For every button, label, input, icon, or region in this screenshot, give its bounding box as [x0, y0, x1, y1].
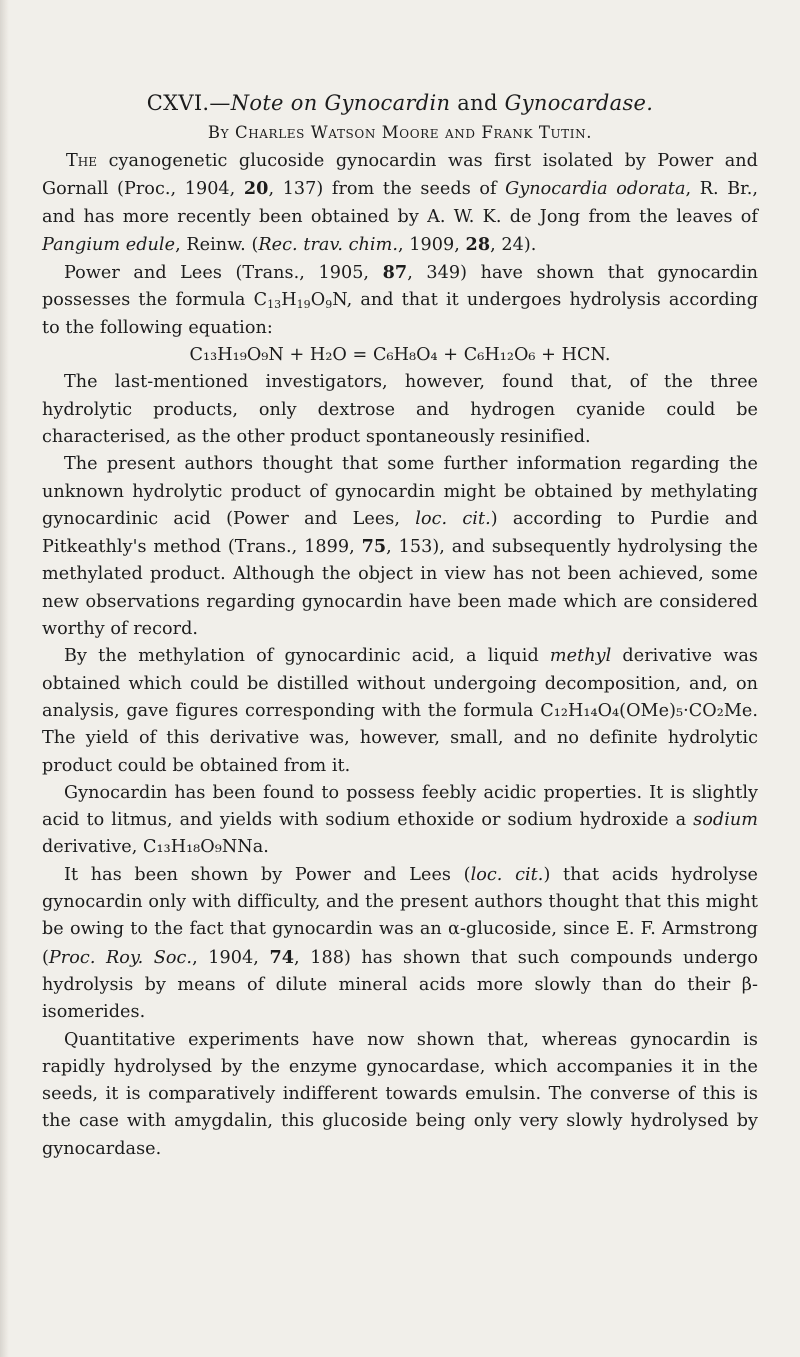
- emphasis: sodium: [693, 810, 758, 831]
- emphasis: methyl: [549, 646, 612, 667]
- text-run: derivative was obtained which could be distilled without undergoing decomposition, and, on analysis, gave figures corresponding with the formula C₁₂H₁₄O₄(OMe)₅·CO₂Me. The yield of this derivative was, however, small, and no definite hydrolytic product could be obtained from it.: [42, 646, 759, 776]
- citation-abbrev: loc. cit.: [470, 864, 544, 885]
- species-name: Gynocardia odorata: [505, 179, 686, 200]
- formula-subscript: 9: [325, 298, 333, 312]
- hydrolysis-equation: C₁₃H₁₉O₉N + H₂O = C₆H₈O₄ + C₆H₁₂O₆ + HCN.: [189, 345, 611, 366]
- paragraph-3: The last-mentioned investigators, however, found that, of the three hydrolytic products, only dextrose and hydrogen cyanide could be characterised, as the other product spontaneously resinified.: [42, 372, 758, 447]
- text-run: , R. Br., and has more recently been obtained by A. W. K. de Jong from the leaves of: [42, 179, 758, 227]
- text-run: , 1904,: [192, 947, 270, 968]
- text-run: , 137) from the seeds of: [268, 179, 506, 200]
- paragraph-2: [42, 259, 758, 342]
- text-run: , 24).: [490, 234, 537, 255]
- volume-number: 20: [243, 178, 269, 200]
- paragraph-8: Quantitative experiments have now shown that, whereas gynocardin is rapidly hydrolysed by the enzyme gynocardase, which accompanies it in the seeds, it is comparatively indifferent towards emulsin. The converse of this is the case with amygdalin, this glucoside being only very slowly hydrolysed by gynocardase.: [42, 1029, 758, 1159]
- text-run: ) according to Purdie and Pitkeathly's method (Trans., 1899,: [42, 508, 758, 558]
- text-run: N, and that it undergoes hydrolysis according to the following equation:: [42, 290, 759, 338]
- paragraph-4: [42, 451, 758, 643]
- text-run: derivative, C₁₃H₁₈O₉NNa.: [42, 837, 269, 858]
- text-run: , 1909,: [397, 234, 466, 255]
- formula-element: O: [310, 290, 326, 311]
- journal-name: Proc. Roy. Soc.: [48, 947, 193, 968]
- volume-number: 75: [361, 536, 387, 558]
- text-run: Power and Lees (Trans., 1905,: [64, 263, 383, 284]
- volume-number: 87: [382, 262, 408, 284]
- formula-element: H: [281, 290, 297, 311]
- text-run: It has been shown by Power and Lees (: [64, 864, 471, 885]
- formula-subscript: 13: [267, 298, 282, 312]
- text-run: By the methylation of gynocardinic acid, a liquid: [64, 646, 550, 667]
- journal-name: Rec. trav. chim.: [258, 234, 398, 255]
- volume-number: 28: [465, 233, 491, 255]
- text-run: cyanogenetic glucoside gynocardin was first isolated by Power and Gornall (Proc., 1904,: [42, 151, 758, 200]
- title-number: CXVI.—: [146, 91, 231, 115]
- article: [42, 88, 758, 1163]
- paragraph-5: [42, 643, 758, 779]
- formula-subscript: 19: [296, 298, 311, 312]
- title-part-1: Note on Gynocardin: [230, 91, 451, 115]
- text-run: ) that acids hydrolyse gynocardin only with difficulty, and the present authors thought that this might be owing to the fact that gynocardin was an α-glucoside, since E. F. Armstrong (: [42, 864, 758, 968]
- citation-abbrev: loc. cit.: [415, 508, 491, 529]
- title-part-2: Gynocardase.: [504, 91, 654, 115]
- volume-number: 74: [269, 946, 295, 968]
- text-run: Gynocardin has been found to possess feebly acidic properties. It is slightly acid to litmus, and yields with sodium ethoxide or sodium hydroxide a: [42, 782, 758, 831]
- text-run: , 349) have shown that gynocardin possesses the formula C: [42, 263, 758, 311]
- lead-word: The: [66, 151, 98, 171]
- text-run: , 188) has shown that such compounds undergo hydrolysis by means of dilute mineral acids more slowly than do their β-isomerides.: [42, 947, 758, 1023]
- text-run: , Reinw. (: [175, 234, 259, 255]
- text-run: , 153), and subsequently hydrolysing the methylated product. Although the object in view has not been achieved, some new observations regarding gynocardin have been made which are considered worthy of record.: [42, 537, 758, 640]
- article-title: [42, 88, 758, 118]
- paragraph-6: [42, 780, 758, 862]
- species-name: Pangium edule: [42, 234, 176, 255]
- byline: By Charles Watson Moore and Frank Tutin.: [207, 123, 593, 142]
- page-binding-edge: [0, 0, 9, 1357]
- paragraph-1: [42, 148, 758, 259]
- paragraph-7: [42, 862, 758, 1027]
- title-conjunction: and: [450, 91, 505, 115]
- text-run: The present authors thought that some further information regarding the unknown hydrolytic product of gynocardin might be obtained by methylating gynocardinic acid (Power and Lees,: [42, 454, 758, 529]
